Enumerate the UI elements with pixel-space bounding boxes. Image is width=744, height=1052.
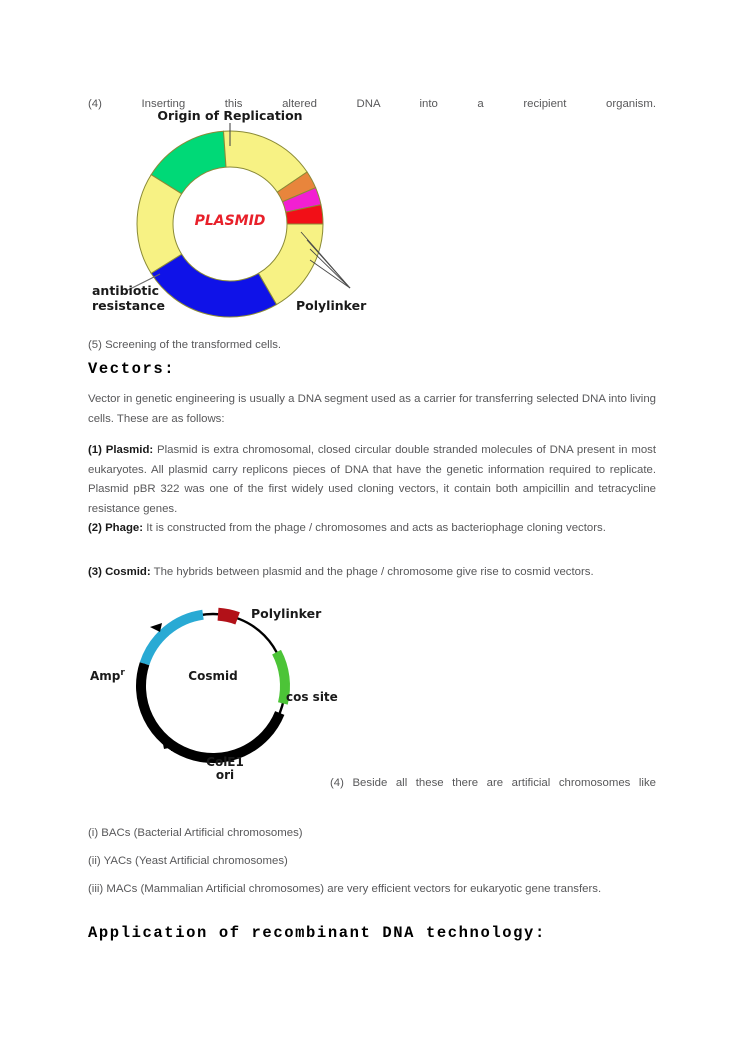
cosmid-diagram	[88, 598, 358, 784]
label-origin-of-replication: Origin of Replication	[157, 110, 303, 123]
cosmid-segment-colE1-ori-arc	[277, 652, 285, 703]
cosmid-segment-cos-site-block	[218, 614, 238, 618]
label-colE1-line2: ori	[215, 768, 235, 782]
paragraph-vectors-intro: Vector in genetic engineering is usually a DNA segment used as a carrier for transferring selected DNA into living cells. These are as follows:	[88, 393, 656, 425]
cosmid-body: The hybrids between plasmid and the phage / chromosome give rise to cosmid vectors.	[150, 566, 594, 578]
paragraph-phage	[88, 519, 656, 539]
cosmid-segment-polylinker-arc	[145, 615, 203, 664]
heading-application: Application of recombinant DNA technology:	[88, 924, 546, 942]
paragraph-step-4: (4) Inserting this altered DNA into a recipient organism.	[88, 98, 656, 110]
cosmid-term: (3) Cosmid:	[88, 566, 151, 578]
plasmid-segment-yellow-left-upper	[137, 175, 182, 274]
plasmid-body: Plasmid is extra chromosomal, closed circular double stranded molecules of DNA present in most eukaryotes. All plasmid carry replicons pieces of DNA that have the genetic information required to replicate. Plasmid pBR 322 was one of the first widely used cloning vectors, it contain both ampicillin and tetracycline resistance genes.	[88, 444, 657, 515]
heading-vectors: Vectors:	[88, 360, 176, 378]
label-cos-site: cos site	[286, 690, 338, 704]
label-cosmid-polylinker: Polylinker	[251, 606, 322, 621]
label-antibiotic-line2: resistance	[92, 298, 166, 313]
label-plasmid-center: PLASMID	[194, 213, 266, 229]
label-polylinker: Polylinker	[296, 298, 367, 313]
paragraph-macs: (iii) MACs (Mammalian Artificial chromosomes) are very efficient vectors for eukaryotic gene transfers.	[88, 883, 602, 895]
plasmid-segment-antibiotic-resistance	[151, 254, 276, 317]
label-amp-resistance	[90, 668, 125, 683]
phage-body: It is constructed from the phage / chromosomes and acts as bacteriophage cloning vectors.	[143, 522, 606, 534]
paragraph-cosmid	[88, 563, 656, 583]
paragraph-step-4b-first-line: (4) Beside all these there are artificial chromosomes like	[330, 777, 656, 789]
label-colE1-line1: ColE1	[206, 755, 244, 769]
label-antibiotic-line1: antibiotic	[92, 283, 160, 298]
label-cosmid-center: Cosmid	[188, 669, 238, 683]
paragraph-step-5: (5) Screening of the transformed cells.	[88, 339, 282, 351]
cosmid-ring	[141, 614, 285, 758]
amp-superscript-text: r	[120, 668, 125, 678]
phage-term: (2) Phage:	[88, 522, 144, 534]
plasmid-diagram	[88, 110, 378, 322]
amp-base-text: Amp	[90, 669, 121, 683]
paragraph-bacs: (i) BACs (Bacterial Artificial chromosomes)	[88, 827, 303, 839]
plasmid-term: (1) Plasmid:	[88, 444, 154, 456]
paragraph-yacs: (ii) YACs (Yeast Artificial chromosomes)	[88, 855, 288, 867]
paragraph-plasmid	[88, 441, 656, 519]
